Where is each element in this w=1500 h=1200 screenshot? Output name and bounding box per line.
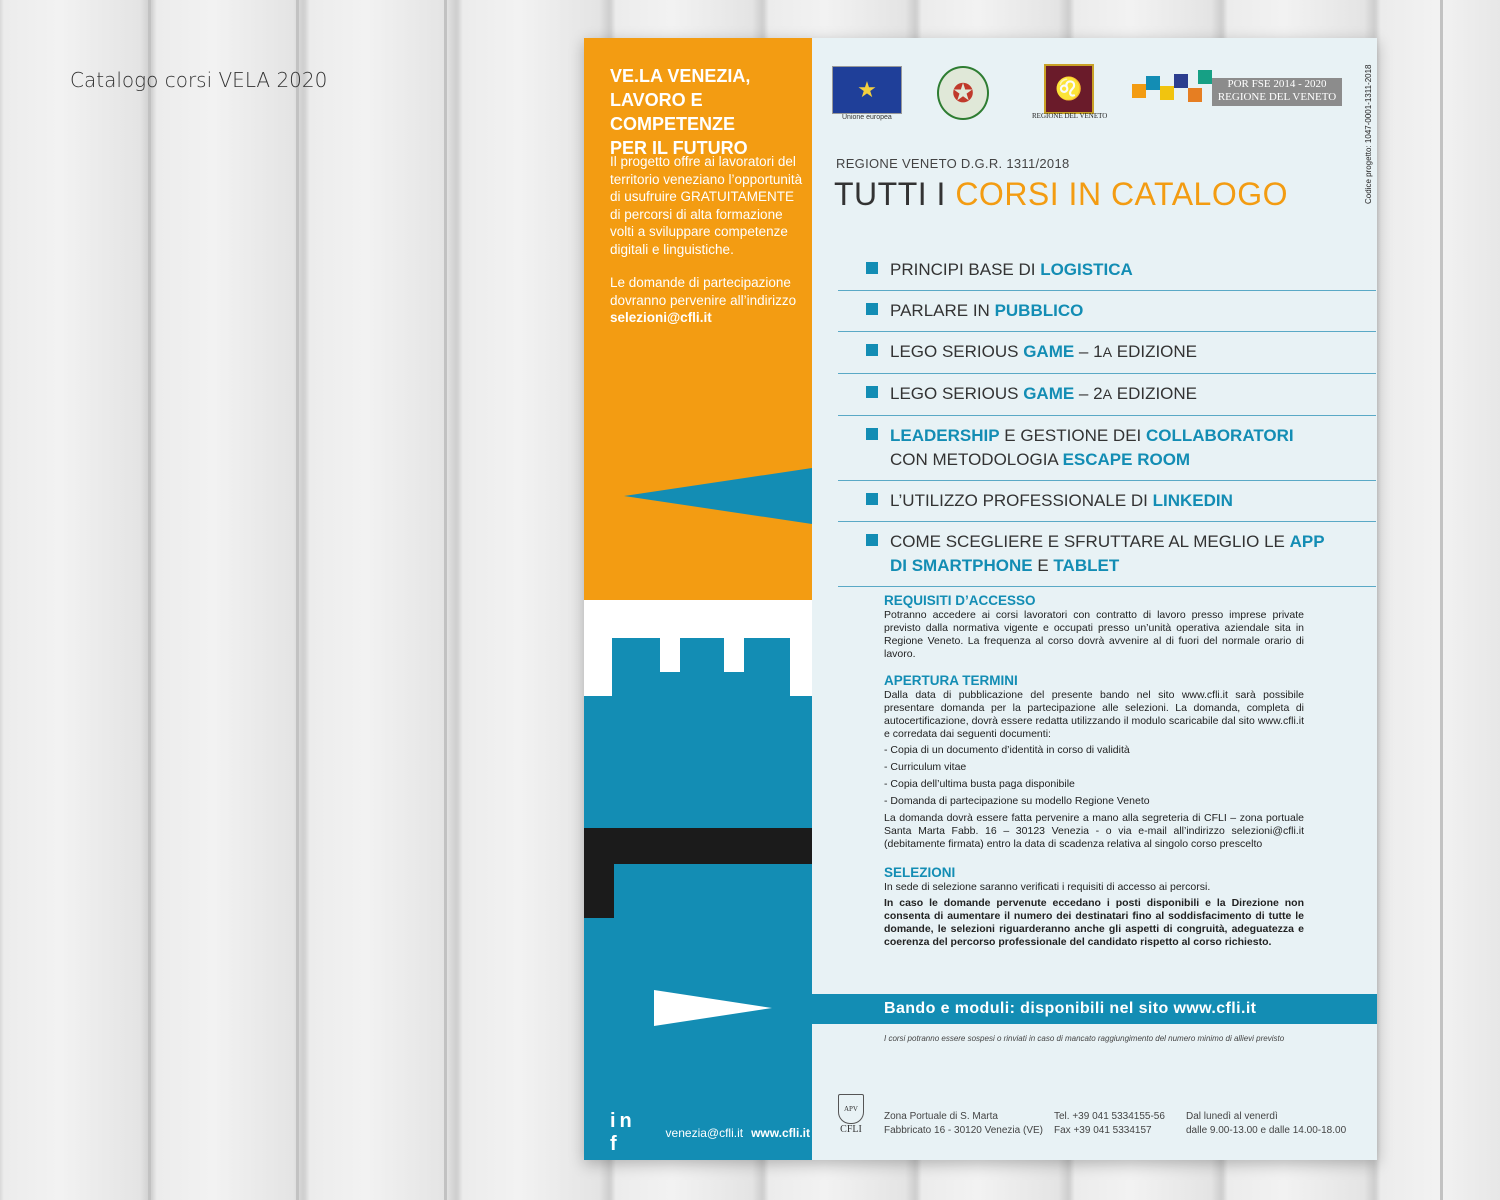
course-label: LEADERSHIP E GESTIONE DEI COLLABORATORI CON METODOLOGIA ESCAPE ROOM xyxy=(890,426,1294,469)
cfli-logo: APV CFLI xyxy=(834,1094,868,1150)
sail-triangle-right xyxy=(654,990,774,1026)
poster-left-column xyxy=(584,38,812,1160)
footer xyxy=(834,1094,1374,1154)
poster xyxy=(584,38,1377,1160)
course-item xyxy=(838,481,1376,522)
eu-flag-icon: ★ xyxy=(832,66,902,114)
por-fse-box: POR FSE 2014 - 2020 REGIONE DEL VENETO xyxy=(1212,78,1342,106)
list-item: - Domanda di partecipazione su modello Regione Veneto xyxy=(884,795,1150,807)
course-item xyxy=(838,332,1376,374)
footnote: I corsi potranno essere sospesi o rinviati in caso di mancato raggiungimento del numero minimo di allievi previsto xyxy=(884,1034,1285,1043)
course-item xyxy=(838,522,1376,587)
list-item: - Copia dell’ultima busta paga disponibile xyxy=(884,778,1075,790)
square-bullet-icon xyxy=(866,534,878,546)
logo-row xyxy=(812,64,1377,154)
contact-row xyxy=(610,1110,810,1156)
social-icons[interactable]: in f xyxy=(610,1110,636,1155)
contact-website[interactable]: www.cfli.it xyxy=(751,1126,810,1140)
selezioni-title: SELEZIONI xyxy=(884,865,956,880)
requisiti-title: REQUISITI D’ACCESSO xyxy=(884,593,1036,608)
course-item xyxy=(838,374,1376,416)
course-label: COME SCEGLIERE E SFRUTTARE AL MEGLIO LE APP DI SMARTPHONE E TABLET xyxy=(890,532,1325,575)
contact-email[interactable]: venezia@cfli.it xyxy=(665,1126,744,1140)
square-bullet-icon xyxy=(866,344,878,356)
requisiti-section: REQUISITI D’ACCESSO Potranno accedere ai corsi lavoratori con contratto di lavoro presso imprese private previsto dalla normativa vigente e occupati presso un’unità operativa aziendale sita in Regione Veneto. La frequenza al corso dovrà avvenire al di fuori del normale orario di lavoro. xyxy=(884,593,1304,660)
course-label: PARLARE IN PUBBLICO xyxy=(890,301,1084,320)
square-bullet-icon xyxy=(866,386,878,398)
apertura-title: APERTURA TERMINI xyxy=(884,673,1018,688)
shield-icon: APV xyxy=(838,1094,864,1124)
por-fse-graphic-icon xyxy=(1132,66,1212,110)
dgr-subtitle: REGIONE VENETO D.G.R. 1311/2018 xyxy=(836,156,1070,171)
course-item xyxy=(838,250,1376,291)
poster-right-column xyxy=(812,38,1377,1160)
document-list xyxy=(884,744,1304,808)
veneto-label: REGIONE DEL VENETO xyxy=(1032,112,1108,120)
catalog-title: TUTTI I CORSI IN CATALOGO xyxy=(834,176,1288,212)
apply-email[interactable]: selezioni@cfli.it xyxy=(610,310,712,325)
course-list xyxy=(838,250,1376,587)
bando-banner[interactable]: Bando e moduli: disponibili nel sito www.cfli.it xyxy=(812,994,1377,1024)
course-item xyxy=(838,416,1376,481)
veneto-lion-icon: ♌ xyxy=(1044,64,1094,114)
list-item: - Copia di un documento d’identità in corso di validità xyxy=(884,744,1130,756)
project-description: Il progetto offre ai lavoratori del territorio veneziano l’opportunità di usufruire GRATUITAMENTE di percorsi di alta formazione volti a sviluppare competenze digitali e linguistiche. Le domande di partecipazione dovranno pervenire all’indirizzo selezioni@cfli.it xyxy=(610,154,803,325)
project-title: VE.LA VENEZIA, LAVORO E COMPETENZE PER IL FUTURO xyxy=(610,66,751,158)
footer-address: Zona Portuale di S. Marta Fabbricato 16 - 30120 Venezia (VE) xyxy=(884,1111,1043,1136)
footer-phone: Tel. +39 041 5334155-56 Fax +39 041 5334157 xyxy=(1054,1111,1165,1136)
course-label: LEGO SERIOUS GAME – 1A EDIZIONE xyxy=(890,342,1198,361)
course-item xyxy=(838,291,1376,332)
project-code: Codice progetto: 1047-0001-1311-2018 xyxy=(1364,64,1373,204)
course-label: L’UTILIZZO PROFESSIONALE DI LINKEDIN xyxy=(890,491,1233,510)
course-label: LEGO SERIOUS GAME – 2A EDIZIONE xyxy=(890,384,1198,403)
square-bullet-icon xyxy=(866,493,878,505)
square-bullet-icon xyxy=(866,262,878,274)
square-bullet-icon xyxy=(866,428,878,440)
page-caption: Catalogo corsi VELA 2020 xyxy=(70,68,328,92)
footer-hours: Dal lunedì al venerdì dalle 9.00-13.00 e dalle 14.00-18.00 xyxy=(1186,1111,1347,1136)
italy-emblem-icon: ✪ xyxy=(937,66,989,120)
sail-triangle-left xyxy=(624,466,814,526)
square-bullet-icon xyxy=(866,303,878,315)
apertura-section: APERTURA TERMINI Dalla data di pubblicazione del presente bando nel sito www.cfli.it sarà possibile presentare domanda per la partecipazione alle selezioni. La domanda, completa di autocertificazione, dovrà essere redatta utilizzando il modulo scaricabile dal sito www.cfli.it e corredata dai seguenti documenti: - Copia di un documento d’identità in corso di validità - Curriculum vitae - Copia dell’ultima busta paga disponibile - Domanda di partecipazione su modello Regione Veneto La domanda dovrà essere fatta pervenire a mano alla segreteria di CFLI – zona portuale Santa Marta Fabb. 16 – 30123 Venezia - o via e-mail all’indirizzo selezioni@cfli.it (debitamente firmata) entro la data di scadenza relativa al singolo corso prescelto xyxy=(884,673,1304,850)
list-item: - Curriculum vitae xyxy=(884,761,967,773)
selezioni-section: SELEZIONI In sede di selezione saranno verificati i requisiti di accesso ai percorsi. In caso le domande pervenute eccedano i posti disponibili e la Direzione non consenta di aumentare il numero dei destinatari fino al soddisfacimento di tutte le domande, le selezioni riguarderanno anche gli aspetti di congruità, adeguatezza e coerenza del percorso professionale del candidato rispetto al corso richiesto. xyxy=(884,865,1304,948)
eu-label: Unione europea xyxy=(842,114,892,121)
course-label: PRINCIPI BASE DI LOGISTICA xyxy=(890,260,1133,279)
